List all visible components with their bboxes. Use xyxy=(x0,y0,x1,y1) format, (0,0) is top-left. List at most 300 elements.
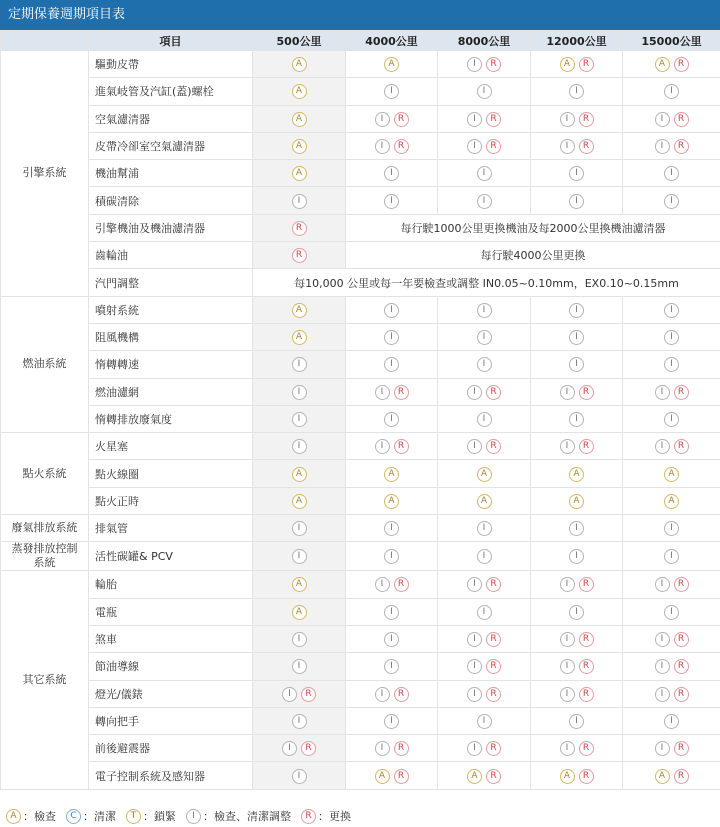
status-badge-r: R xyxy=(674,139,689,154)
status-badge-i: I xyxy=(292,632,307,647)
interval-cell xyxy=(346,323,438,350)
interval-cell xyxy=(346,515,438,542)
table-row xyxy=(1,653,720,680)
interval-cell xyxy=(438,160,531,187)
interval-cell xyxy=(346,351,438,378)
status-badge-r: R xyxy=(579,632,594,647)
interval-cell xyxy=(253,542,346,571)
legend-label: ：更換 xyxy=(318,810,351,823)
category-cell: 蒸發排放控制系統 xyxy=(1,542,89,571)
status-badge-i: I xyxy=(186,809,201,824)
interval-cell xyxy=(253,707,346,734)
status-badge-i: I xyxy=(292,659,307,674)
interval-cell xyxy=(346,735,438,762)
interval-cell xyxy=(438,378,531,405)
item-name: 空氣濾清器 xyxy=(89,105,253,132)
interval-cell xyxy=(346,487,438,514)
interval-cell xyxy=(438,487,531,514)
interval-cell xyxy=(623,405,720,432)
interval-cell xyxy=(346,542,438,571)
interval-cell xyxy=(438,296,531,323)
interval-cell xyxy=(438,433,531,460)
table-row xyxy=(1,160,720,187)
legend xyxy=(4,808,359,824)
table-row xyxy=(1,105,720,132)
interval-cell xyxy=(623,460,720,487)
table-row xyxy=(1,351,720,378)
status-badge-r: R xyxy=(301,809,316,824)
status-badge-r: R xyxy=(486,112,501,127)
status-badge-r: R xyxy=(579,439,594,454)
table-row xyxy=(1,487,720,514)
status-badge-i: I xyxy=(664,166,679,181)
status-badge-r: R xyxy=(579,139,594,154)
status-badge-i: I xyxy=(477,357,492,372)
item-name: 電子控制系統及感知器 xyxy=(89,762,253,789)
interval-cell xyxy=(253,433,346,460)
status-badge-a: A xyxy=(560,57,575,72)
interval-cell xyxy=(438,735,531,762)
maintenance-table xyxy=(0,30,720,790)
interval-cell xyxy=(438,323,531,350)
status-badge-r: R xyxy=(579,57,594,72)
status-badge-i: I xyxy=(569,521,584,536)
interval-cell xyxy=(438,132,531,159)
status-badge-i: I xyxy=(292,769,307,784)
status-badge-i: I xyxy=(560,385,575,400)
status-badge-r: R xyxy=(292,221,307,236)
status-badge-i: I xyxy=(655,632,670,647)
status-badge-r: R xyxy=(486,741,501,756)
status-badge-i: I xyxy=(569,194,584,209)
interval-cell xyxy=(623,762,720,789)
interval-cell xyxy=(253,296,346,323)
interval-cell xyxy=(438,105,531,132)
status-badge-i: I xyxy=(477,166,492,181)
status-badge-a: A xyxy=(292,303,307,318)
interval-cell xyxy=(438,51,531,78)
item-name: 驅動皮帶 xyxy=(89,51,253,78)
category-cell: 廢氣排放系統 xyxy=(1,515,89,542)
interval-cell xyxy=(438,542,531,571)
status-badge-i: I xyxy=(569,549,584,564)
legend-item xyxy=(299,808,351,824)
status-badge-r: R xyxy=(486,632,501,647)
item-name: 節油導線 xyxy=(89,653,253,680)
item-name: 汽門調整 xyxy=(89,269,253,296)
status-badge-i: I xyxy=(560,577,575,592)
interval-cell xyxy=(623,571,720,598)
status-badge-i: I xyxy=(384,84,399,99)
status-badge-a: A xyxy=(292,494,307,509)
status-badge-r: R xyxy=(486,439,501,454)
interval-cell xyxy=(623,132,720,159)
legend-label: ：清潔 xyxy=(83,810,116,823)
status-badge-a: A xyxy=(560,769,575,784)
interval-cell xyxy=(253,405,346,432)
interval-cell xyxy=(531,460,623,487)
status-badge-r: R xyxy=(674,632,689,647)
interval-cell xyxy=(623,653,720,680)
status-badge-i: I xyxy=(664,194,679,209)
status-badge-i: I xyxy=(477,521,492,536)
interval-cell xyxy=(253,132,346,159)
interval-cell xyxy=(531,735,623,762)
item-name: 點火正時 xyxy=(89,487,253,514)
interval-cell xyxy=(623,378,720,405)
interval-cell xyxy=(438,405,531,432)
item-name: 噴射系統 xyxy=(89,296,253,323)
status-badge-i: I xyxy=(292,521,307,536)
interval-cell xyxy=(253,653,346,680)
interval-cell xyxy=(623,625,720,652)
interval-cell xyxy=(346,653,438,680)
interval-cell xyxy=(253,242,346,269)
interval-cell xyxy=(438,762,531,789)
interval-cell xyxy=(531,105,623,132)
status-badge-i: I xyxy=(292,385,307,400)
status-badge-i: I xyxy=(384,330,399,345)
status-badge-i: I xyxy=(467,439,482,454)
status-badge-r: R xyxy=(579,741,594,756)
item-name: 惰轉轉速 xyxy=(89,351,253,378)
interval-cell xyxy=(531,625,623,652)
status-badge-r: R xyxy=(579,659,594,674)
status-badge-i: I xyxy=(664,330,679,345)
status-badge-r: R xyxy=(301,687,316,702)
header-interval-12000: 12000公里 xyxy=(531,31,623,51)
status-badge-i: I xyxy=(477,714,492,729)
status-badge-i: I xyxy=(375,687,390,702)
status-badge-i: I xyxy=(467,112,482,127)
interval-cell xyxy=(531,323,623,350)
table-row xyxy=(1,378,720,405)
status-badge-r: R xyxy=(486,139,501,154)
table-body xyxy=(1,51,720,790)
table-row xyxy=(1,433,720,460)
status-badge-i: I xyxy=(384,521,399,536)
interval-cell xyxy=(438,187,531,214)
status-badge-i: I xyxy=(292,439,307,454)
interval-cell xyxy=(346,405,438,432)
interval-cell xyxy=(438,515,531,542)
status-badge-r: R xyxy=(674,385,689,400)
status-badge-a: A xyxy=(569,494,584,509)
status-badge-i: I xyxy=(384,549,399,564)
interval-cell xyxy=(531,296,623,323)
status-badge-i: I xyxy=(569,330,584,345)
status-badge-r: R xyxy=(674,741,689,756)
interval-cell xyxy=(623,680,720,707)
status-badge-i: I xyxy=(569,303,584,318)
status-badge-a: A xyxy=(292,467,307,482)
status-badge-r: R xyxy=(486,57,501,72)
status-badge-i: I xyxy=(655,687,670,702)
table-row xyxy=(1,680,720,707)
interval-cell xyxy=(346,132,438,159)
interval-cell xyxy=(623,160,720,187)
interval-cell xyxy=(531,515,623,542)
status-badge-r: R xyxy=(579,112,594,127)
interval-note: 每10,000 公里或每一年要檢查或調整 IN0.05~0.10mm，EX0.10~0.15mm xyxy=(253,269,720,296)
interval-cell xyxy=(253,735,346,762)
status-badge-r: R xyxy=(486,687,501,702)
interval-cell xyxy=(531,433,623,460)
status-badge-i: I xyxy=(375,577,390,592)
legend-item xyxy=(184,808,291,824)
status-badge-i: I xyxy=(467,57,482,72)
status-badge-r: R xyxy=(394,112,409,127)
interval-cell xyxy=(438,571,531,598)
header-interval-500: 500公里 xyxy=(253,31,346,51)
item-name: 輪胎 xyxy=(89,571,253,598)
status-badge-i: I xyxy=(664,303,679,318)
page-title: 定期保養週期項目表 xyxy=(0,0,720,30)
table-row xyxy=(1,132,720,159)
interval-cell xyxy=(623,187,720,214)
interval-cell xyxy=(623,433,720,460)
item-name: 點火線圈 xyxy=(89,460,253,487)
interval-cell xyxy=(438,460,531,487)
interval-cell xyxy=(531,598,623,625)
status-badge-i: I xyxy=(477,194,492,209)
interval-cell xyxy=(623,51,720,78)
status-badge-i: I xyxy=(664,605,679,620)
item-name: 燃油濾網 xyxy=(89,378,253,405)
interval-cell xyxy=(346,762,438,789)
status-badge-r: R xyxy=(486,769,501,784)
status-badge-i: I xyxy=(384,632,399,647)
interval-cell xyxy=(438,598,531,625)
table-row xyxy=(1,625,720,652)
table-row xyxy=(1,187,720,214)
status-badge-r: R xyxy=(579,687,594,702)
status-badge-i: I xyxy=(560,687,575,702)
interval-cell xyxy=(438,707,531,734)
interval-cell xyxy=(623,735,720,762)
interval-cell xyxy=(346,571,438,598)
status-badge-i: I xyxy=(477,605,492,620)
status-badge-i: I xyxy=(384,166,399,181)
status-badge-r: R xyxy=(394,769,409,784)
status-badge-i: I xyxy=(569,605,584,620)
status-badge-i: I xyxy=(664,521,679,536)
status-badge-a: A xyxy=(569,467,584,482)
status-badge-i: I xyxy=(655,439,670,454)
legend-label: ：檢查、清潔調整 xyxy=(203,810,291,823)
interval-cell xyxy=(623,515,720,542)
status-badge-r: R xyxy=(486,577,501,592)
status-badge-i: I xyxy=(467,139,482,154)
status-badge-r: R xyxy=(579,385,594,400)
item-name: 電瓶 xyxy=(89,598,253,625)
status-badge-a: A xyxy=(655,769,670,784)
interval-cell xyxy=(531,378,623,405)
header-interval-8000: 8000公里 xyxy=(438,31,531,51)
item-name: 活性碳罐& PCV xyxy=(89,542,253,571)
interval-cell xyxy=(531,160,623,187)
status-badge-i: I xyxy=(384,194,399,209)
interval-cell xyxy=(253,187,346,214)
status-badge-a: A xyxy=(477,467,492,482)
interval-note: 每行駛4000公里更換 xyxy=(346,242,720,269)
item-name: 火星塞 xyxy=(89,433,253,460)
interval-cell xyxy=(346,460,438,487)
status-badge-i: I xyxy=(655,741,670,756)
interval-cell xyxy=(623,296,720,323)
status-badge-a: A xyxy=(292,112,307,127)
status-badge-r: R xyxy=(674,577,689,592)
status-badge-a: A xyxy=(292,330,307,345)
status-badge-i: I xyxy=(569,714,584,729)
table-row xyxy=(1,515,720,542)
status-badge-a: A xyxy=(292,605,307,620)
status-badge-r: R xyxy=(394,687,409,702)
header-category xyxy=(1,31,89,51)
status-badge-r: R xyxy=(674,687,689,702)
status-badge-r: R xyxy=(674,659,689,674)
table-row xyxy=(1,242,720,269)
status-badge-i: I xyxy=(467,659,482,674)
interval-cell xyxy=(438,625,531,652)
status-badge-i: I xyxy=(282,741,297,756)
status-badge-i: I xyxy=(292,714,307,729)
table-row xyxy=(1,762,720,789)
interval-cell xyxy=(346,707,438,734)
item-name: 機油幫浦 xyxy=(89,160,253,187)
item-name: 阻風機構 xyxy=(89,323,253,350)
interval-cell xyxy=(346,187,438,214)
item-name: 引擎機油及機油濾清器 xyxy=(89,214,253,241)
table-row xyxy=(1,542,720,571)
interval-cell xyxy=(531,707,623,734)
interval-cell xyxy=(253,214,346,241)
category-cell: 其它系統 xyxy=(1,571,89,789)
status-badge-a: A xyxy=(477,494,492,509)
status-badge-i: I xyxy=(664,549,679,564)
table-row xyxy=(1,323,720,350)
status-badge-a: A xyxy=(467,769,482,784)
category-cell: 燃油系統 xyxy=(1,296,89,432)
status-badge-i: I xyxy=(467,577,482,592)
table-row xyxy=(1,598,720,625)
interval-cell xyxy=(623,351,720,378)
status-badge-i: I xyxy=(477,330,492,345)
item-name: 惰轉排放廢氣度 xyxy=(89,405,253,432)
status-badge-i: I xyxy=(569,412,584,427)
interval-cell xyxy=(531,351,623,378)
interval-cell xyxy=(253,680,346,707)
status-badge-i: I xyxy=(655,112,670,127)
status-badge-a: A xyxy=(375,769,390,784)
status-badge-i: I xyxy=(655,139,670,154)
interval-cell xyxy=(346,598,438,625)
status-badge-a: A xyxy=(292,139,307,154)
interval-cell xyxy=(253,460,346,487)
interval-cell xyxy=(253,351,346,378)
header-item: 項目 xyxy=(89,31,253,51)
status-badge-i: I xyxy=(375,741,390,756)
status-badge-r: R xyxy=(486,385,501,400)
legend-item xyxy=(4,808,56,824)
item-name: 進氣岐管及汽缸(蓋)螺栓 xyxy=(89,78,253,105)
status-badge-r: R xyxy=(674,112,689,127)
status-badge-a: A xyxy=(655,57,670,72)
item-name: 積碳清除 xyxy=(89,187,253,214)
interval-cell xyxy=(531,78,623,105)
interval-cell xyxy=(623,78,720,105)
interval-cell xyxy=(531,542,623,571)
status-badge-i: I xyxy=(292,357,307,372)
item-name: 前後避震器 xyxy=(89,735,253,762)
status-badge-i: I xyxy=(664,714,679,729)
status-badge-i: I xyxy=(477,84,492,99)
interval-cell xyxy=(531,187,623,214)
status-badge-i: I xyxy=(375,385,390,400)
status-badge-i: I xyxy=(664,412,679,427)
interval-cell xyxy=(623,323,720,350)
interval-cell xyxy=(438,653,531,680)
status-badge-r: R xyxy=(674,57,689,72)
status-badge-i: I xyxy=(477,412,492,427)
interval-cell xyxy=(531,51,623,78)
interval-cell xyxy=(531,405,623,432)
legend-item xyxy=(124,808,176,824)
interval-cell xyxy=(346,680,438,707)
status-badge-a: A xyxy=(664,494,679,509)
status-badge-r: R xyxy=(394,577,409,592)
status-badge-i: I xyxy=(664,357,679,372)
status-badge-i: I xyxy=(384,714,399,729)
item-name: 皮帶冷卻室空氣濾清器 xyxy=(89,132,253,159)
interval-cell xyxy=(531,762,623,789)
status-badge-a: A xyxy=(384,57,399,72)
status-badge-r: R xyxy=(579,577,594,592)
legend-item xyxy=(64,808,116,824)
status-badge-i: I xyxy=(560,112,575,127)
status-badge-i: I xyxy=(384,659,399,674)
table-row xyxy=(1,460,720,487)
status-badge-i: I xyxy=(467,632,482,647)
interval-cell xyxy=(346,160,438,187)
status-badge-r: R xyxy=(394,139,409,154)
status-badge-a: A xyxy=(292,84,307,99)
interval-cell xyxy=(253,323,346,350)
status-badge-i: I xyxy=(477,549,492,564)
interval-cell xyxy=(253,515,346,542)
header-row xyxy=(1,31,720,51)
interval-cell xyxy=(253,625,346,652)
status-badge-r: R xyxy=(394,741,409,756)
status-badge-i: I xyxy=(384,357,399,372)
table-row xyxy=(1,707,720,734)
status-badge-r: R xyxy=(486,659,501,674)
status-badge-t: T xyxy=(126,809,141,824)
status-badge-i: I xyxy=(664,84,679,99)
interval-cell xyxy=(253,160,346,187)
table-row xyxy=(1,405,720,432)
status-badge-r: R xyxy=(674,769,689,784)
interval-cell xyxy=(623,105,720,132)
table-row xyxy=(1,214,720,241)
interval-cell xyxy=(253,105,346,132)
status-badge-i: I xyxy=(569,357,584,372)
status-badge-r: R xyxy=(394,385,409,400)
item-name: 齒輪油 xyxy=(89,242,253,269)
interval-cell xyxy=(346,51,438,78)
legend-label: ：檢查 xyxy=(23,810,56,823)
status-badge-i: I xyxy=(569,84,584,99)
